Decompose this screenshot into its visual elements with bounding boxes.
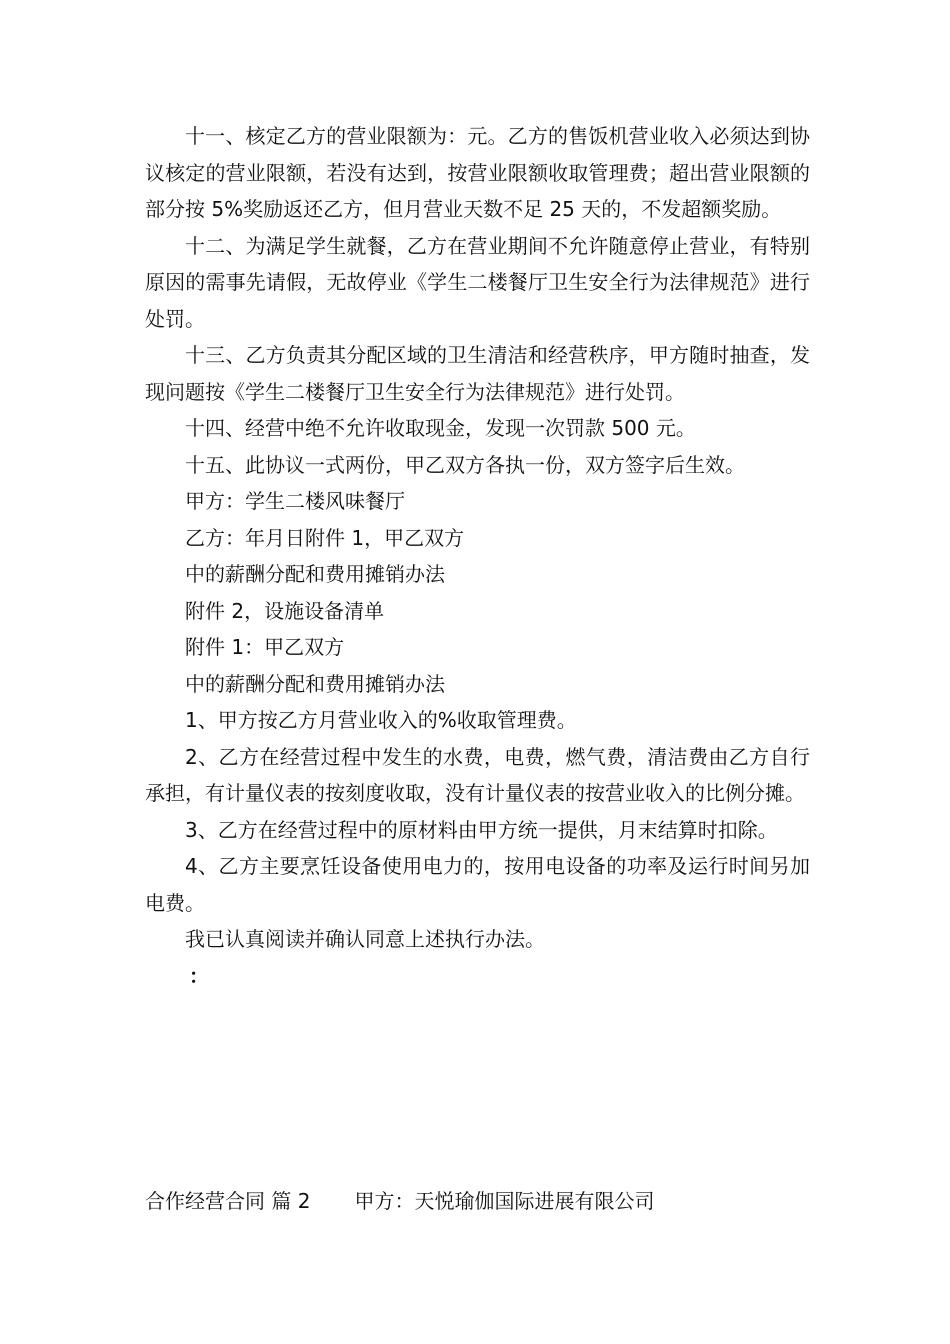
clause-2: 2、乙方在经营过程中发生的水费，电费，燃气费，清洁费由乙方自行承担，有计量仪表的按刻度收取，没有计量仪表的按营业收入的比例分摊。 [145,744,810,805]
clause-4: 4、乙方主要烹饪设备使用电力的，按用电设备的功率及运行时间另加电费。 [145,854,810,915]
party-a-line: 甲方：学生二楼风味餐厅 [185,489,405,513]
confirmation-line: 我已认真阅读并确认同意上述执行办法。 [185,927,545,951]
attachment-1-heading: 附件 1：甲乙双方 [185,635,345,659]
paragraph-11: 十一、核定乙方的营业限额为：元。乙方的售饭机营业收入必须达到协议核定的营业限额，若没有达到，按营业限额收取管理费；超出营业限额的部分按 5%奖励返还乙方，但月营业天数不足 25 天的，不发超额奖励。 [145,124,810,221]
contract-party-a: 甲方：天悦瑜伽国际进展有限公司 [354,1189,655,1213]
paragraph-12: 十二、为满足学生就餐，乙方在营业期间不允许随意停止营业，有特别原因的需事先请假，无故停业《学生二楼餐厅卫生安全行为法律规范》进行处罚。 [145,233,810,331]
paragraph-14: 十四、经营中绝不允许收取现金，发现一次罚款 500 元。 [185,416,696,440]
next-contract-header [145,1186,654,1216]
clause-1: 1、甲方按乙方月营业收入的%收取管理费。 [185,708,577,732]
contract-title: 合作经营合同 篇 2 [145,1189,311,1213]
attachment-2-line: 附件 2，设施设备清单 [185,598,385,623]
colon-line: ： [189,963,209,988]
attachment-1-title-cont: 中的薪酬分配和费用摊销办法 [185,562,445,586]
document-body [145,118,810,994]
party-b-line: 乙方：年月日附件 1，甲乙双方 [185,525,465,550]
clause-3: 3、乙方在经营过程中的原材料由甲方统一提供，月末结算时扣除。 [185,817,778,842]
paragraph-15: 十五、此协议一式两份，甲乙双方各执一份，双方签字后生效。 [185,452,745,477]
attachment-1-heading-cont: 中的薪酬分配和费用摊销办法 [185,671,445,696]
paragraph-13: 十三、乙方负责其分配区域的卫生清洁和经营秩序，甲方随时抽查，发现问题按《学生二楼餐厅卫生安全行为法律规范》进行处罚。 [145,343,810,404]
